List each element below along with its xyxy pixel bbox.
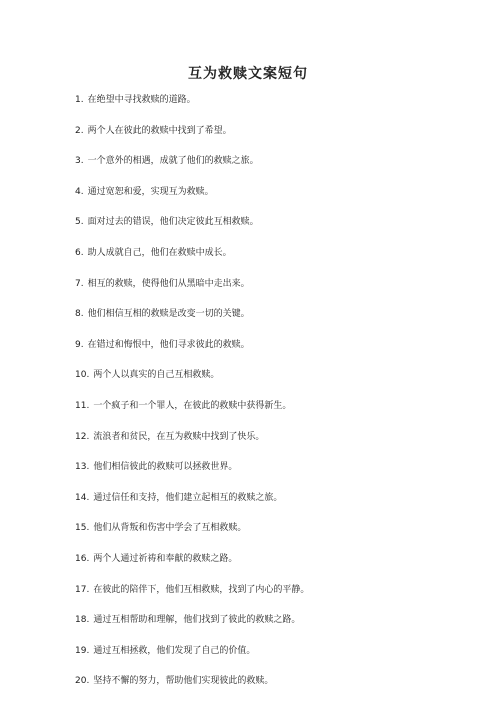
item-text: 通过信任和支持，他们建立起相互的救赎之旅。	[93, 492, 283, 503]
document-title: 互为救赎文案短句	[188, 66, 308, 82]
item-number: 18.	[75, 615, 90, 626]
list-item	[75, 584, 496, 596]
item-number: 8.	[75, 309, 84, 320]
item-number: 10.	[75, 370, 90, 381]
item-number: 9.	[75, 339, 84, 350]
list-item	[75, 278, 496, 290]
list-item	[75, 675, 496, 687]
list-item	[75, 522, 496, 534]
item-text: 面对过去的错误，他们决定彼此互相救赎。	[87, 217, 259, 228]
list-item	[75, 553, 496, 565]
item-text: 在彼此的陪伴下，他们互相救赎，找到了内心的平静。	[93, 584, 310, 595]
list-item	[75, 369, 496, 381]
item-number: 12.	[75, 431, 90, 442]
item-text: 通过宽恕和爱，实现互为救赎。	[87, 186, 214, 197]
item-text: 他们相信互相的救赎是改变一切的关键。	[87, 309, 250, 320]
list-item	[75, 94, 496, 106]
phrase-list	[0, 94, 496, 687]
item-number: 4.	[75, 186, 84, 197]
item-text: 在错过和悔恨中，他们寻求彼此的救赎。	[87, 339, 250, 350]
item-number: 16.	[75, 553, 90, 564]
item-number: 14.	[75, 492, 90, 503]
item-text: 两个人在彼此的救赎中找到了希望。	[87, 125, 232, 136]
item-number: 6.	[75, 247, 84, 258]
item-text: 一个疯子和一个罪人，在彼此的救赎中获得新生。	[93, 400, 292, 411]
item-text: 相互的救赎，使得他们从黑暗中走出来。	[87, 278, 250, 289]
list-item	[75, 461, 496, 473]
list-item	[75, 339, 496, 351]
list-item	[75, 645, 496, 657]
item-number: 1.	[75, 95, 84, 105]
list-item	[75, 125, 496, 137]
item-number: 20.	[75, 676, 90, 687]
list-item	[75, 155, 496, 167]
list-item	[75, 308, 496, 320]
item-text: 坚持不懈的努力，帮助他们实现彼此的救赎。	[93, 676, 274, 687]
list-item	[75, 216, 496, 228]
item-number: 5.	[75, 217, 84, 228]
item-number: 17.	[75, 584, 90, 595]
item-text: 助人成就自己，他们在救赎中成长。	[87, 247, 232, 258]
item-number: 7.	[75, 278, 84, 289]
list-item	[75, 400, 496, 412]
item-text: 两个人通过祈祷和奉献的救赎之路。	[93, 553, 238, 564]
item-number: 13.	[75, 462, 90, 473]
list-item	[75, 492, 496, 504]
list-item	[75, 614, 496, 626]
item-text: 他们相信彼此的救赎可以拯救世界。	[93, 462, 238, 473]
item-text: 通过互相帮助和理解，他们找到了彼此的救赎之路。	[93, 615, 301, 626]
item-number: 2.	[75, 125, 84, 136]
item-number: 15.	[75, 523, 90, 534]
list-item	[75, 186, 496, 198]
item-number: 11.	[75, 400, 90, 411]
item-text: 他们从背叛和伤害中学会了互相救赎。	[93, 523, 247, 534]
item-number: 19.	[75, 645, 90, 656]
item-text: 两个人以真实的自己互相救赎。	[93, 370, 220, 381]
item-text: 一个意外的相遇，成就了他们的救赎之旅。	[87, 156, 259, 167]
list-item	[75, 431, 496, 443]
item-text: 在绝望中寻找救赎的道路。	[87, 95, 196, 105]
list-item	[75, 247, 496, 259]
item-number: 3.	[75, 156, 84, 167]
item-text: 流浪者和贫民，在互为救赎中找到了快乐。	[93, 431, 265, 442]
item-text: 通过互相拯救，他们发现了自己的价值。	[93, 645, 256, 656]
